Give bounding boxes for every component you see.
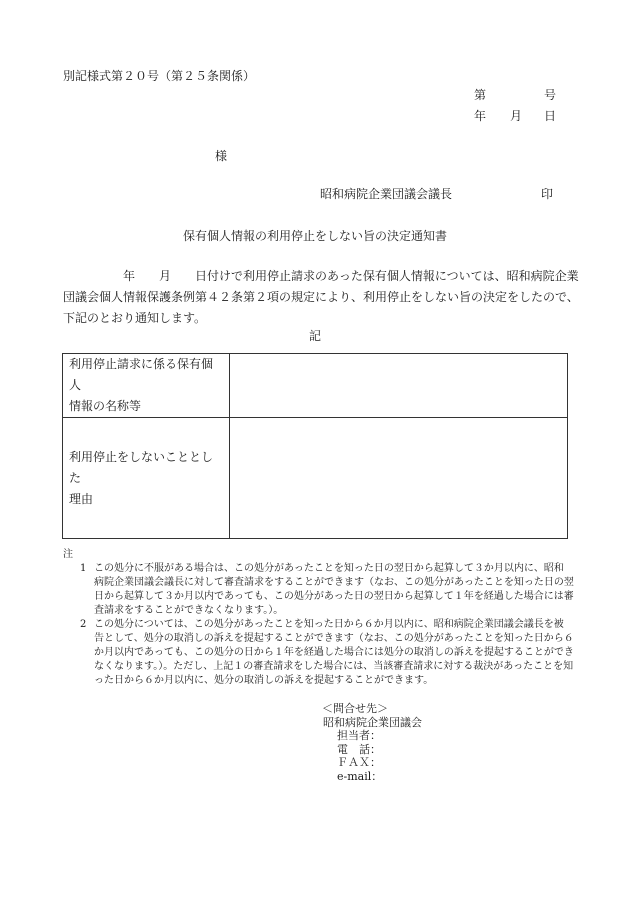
document-title: 保有個人情報の利用停止をしない旨の決定通知書 — [182, 229, 447, 243]
note-line: 病院企業団議会議長に対して審査請求をすることができます（なお、この処分があったことを知った日の翌 — [94, 577, 574, 588]
note-line: か月以内であっても、この処分の日から１年を経過した場合には処分の取消しの訴えを提起することができ — [94, 647, 574, 658]
note-text — [94, 618, 580, 688]
note-item — [80, 618, 580, 688]
table-label-line: 利用停止をしないこととした — [69, 449, 214, 485]
table-label-line: 理由 — [69, 491, 94, 506]
notes-list — [80, 562, 580, 688]
note-line: なくなります。）。ただし、上記１の審査請求をした場合には、当該審査請求に対する裁決があったことを知 — [94, 661, 574, 672]
note-text — [94, 562, 580, 618]
table-value-cell — [230, 418, 568, 539]
note-number: 1 — [80, 563, 87, 574]
body-line: 年 月 日付けで利用停止請求のあった保有個人情報については、昭和病院企業 — [63, 269, 579, 283]
contact-organization: 昭和病院企業団議会 — [323, 715, 422, 729]
date-month-label: 月 — [510, 109, 523, 123]
table-row — [63, 418, 568, 539]
table-label-line: 情報の名称等 — [69, 399, 142, 413]
date-year-label: 年 — [474, 109, 487, 123]
recipient-honorific: 様 — [215, 149, 228, 163]
contact-person-label: 担当者： — [337, 729, 381, 742]
seal-mark: 印 — [541, 187, 554, 201]
note-line: この処分に不服がある場合は、この処分があったことを知った日の翌日から起算して３か月以内に、昭和 — [94, 563, 564, 574]
table-label-cell — [63, 418, 230, 539]
body-line: 団議会個人情報保護条例第４２条第２項の規定により、利用停止をしない旨の決定をしたので、 — [63, 290, 579, 304]
table-row — [63, 354, 568, 418]
note-line: った日から６か月以内に、処分の取消しの訴えを提起することができます。 — [94, 675, 434, 686]
notes-heading: 注 — [63, 549, 73, 560]
body-paragraph — [63, 266, 579, 329]
contact-heading: ＜問合せ先＞ — [322, 702, 388, 715]
form-number: 別記様式第２０号（第２５条関係） — [63, 69, 256, 83]
contact-block — [320, 702, 422, 783]
date-day-label: 日 — [544, 109, 557, 123]
table-value-cell — [230, 354, 568, 418]
document-number-label: 第 — [474, 88, 487, 102]
note-line: 日から起算して３か月以内であっても、この処分があった日の翌日から起算して１年を経過した場合には審 — [94, 591, 574, 602]
contact-fax-label: ＦＡＸ： — [337, 756, 381, 769]
note-line: 告として、処分の取消しの訴えを提起することができます（なお、この処分があったことを知った日から６ — [94, 633, 574, 644]
ki-marker: 記 — [308, 329, 321, 343]
table-label-cell — [63, 354, 230, 418]
sender-name: 昭和病院企業団議会議長 — [320, 187, 453, 201]
note-number: 2 — [80, 619, 87, 630]
body-line: 下記のとおり通知します。 — [63, 311, 207, 325]
note-line: この処分については、この処分があったことを知った日から６か月以内に、昭和病院企業団議会議長を被 — [94, 619, 564, 630]
contact-email-label: e-mail： — [337, 769, 383, 783]
document-number-suffix: 号 — [544, 88, 557, 102]
note-line: 査請求をすることができなくなります。）。 — [94, 605, 284, 616]
table-label-line: 利用停止請求に係る保有個人 — [69, 357, 214, 392]
note-item — [80, 562, 580, 618]
contact-phone-label: 電 話： — [337, 742, 381, 756]
info-table — [62, 353, 568, 539]
